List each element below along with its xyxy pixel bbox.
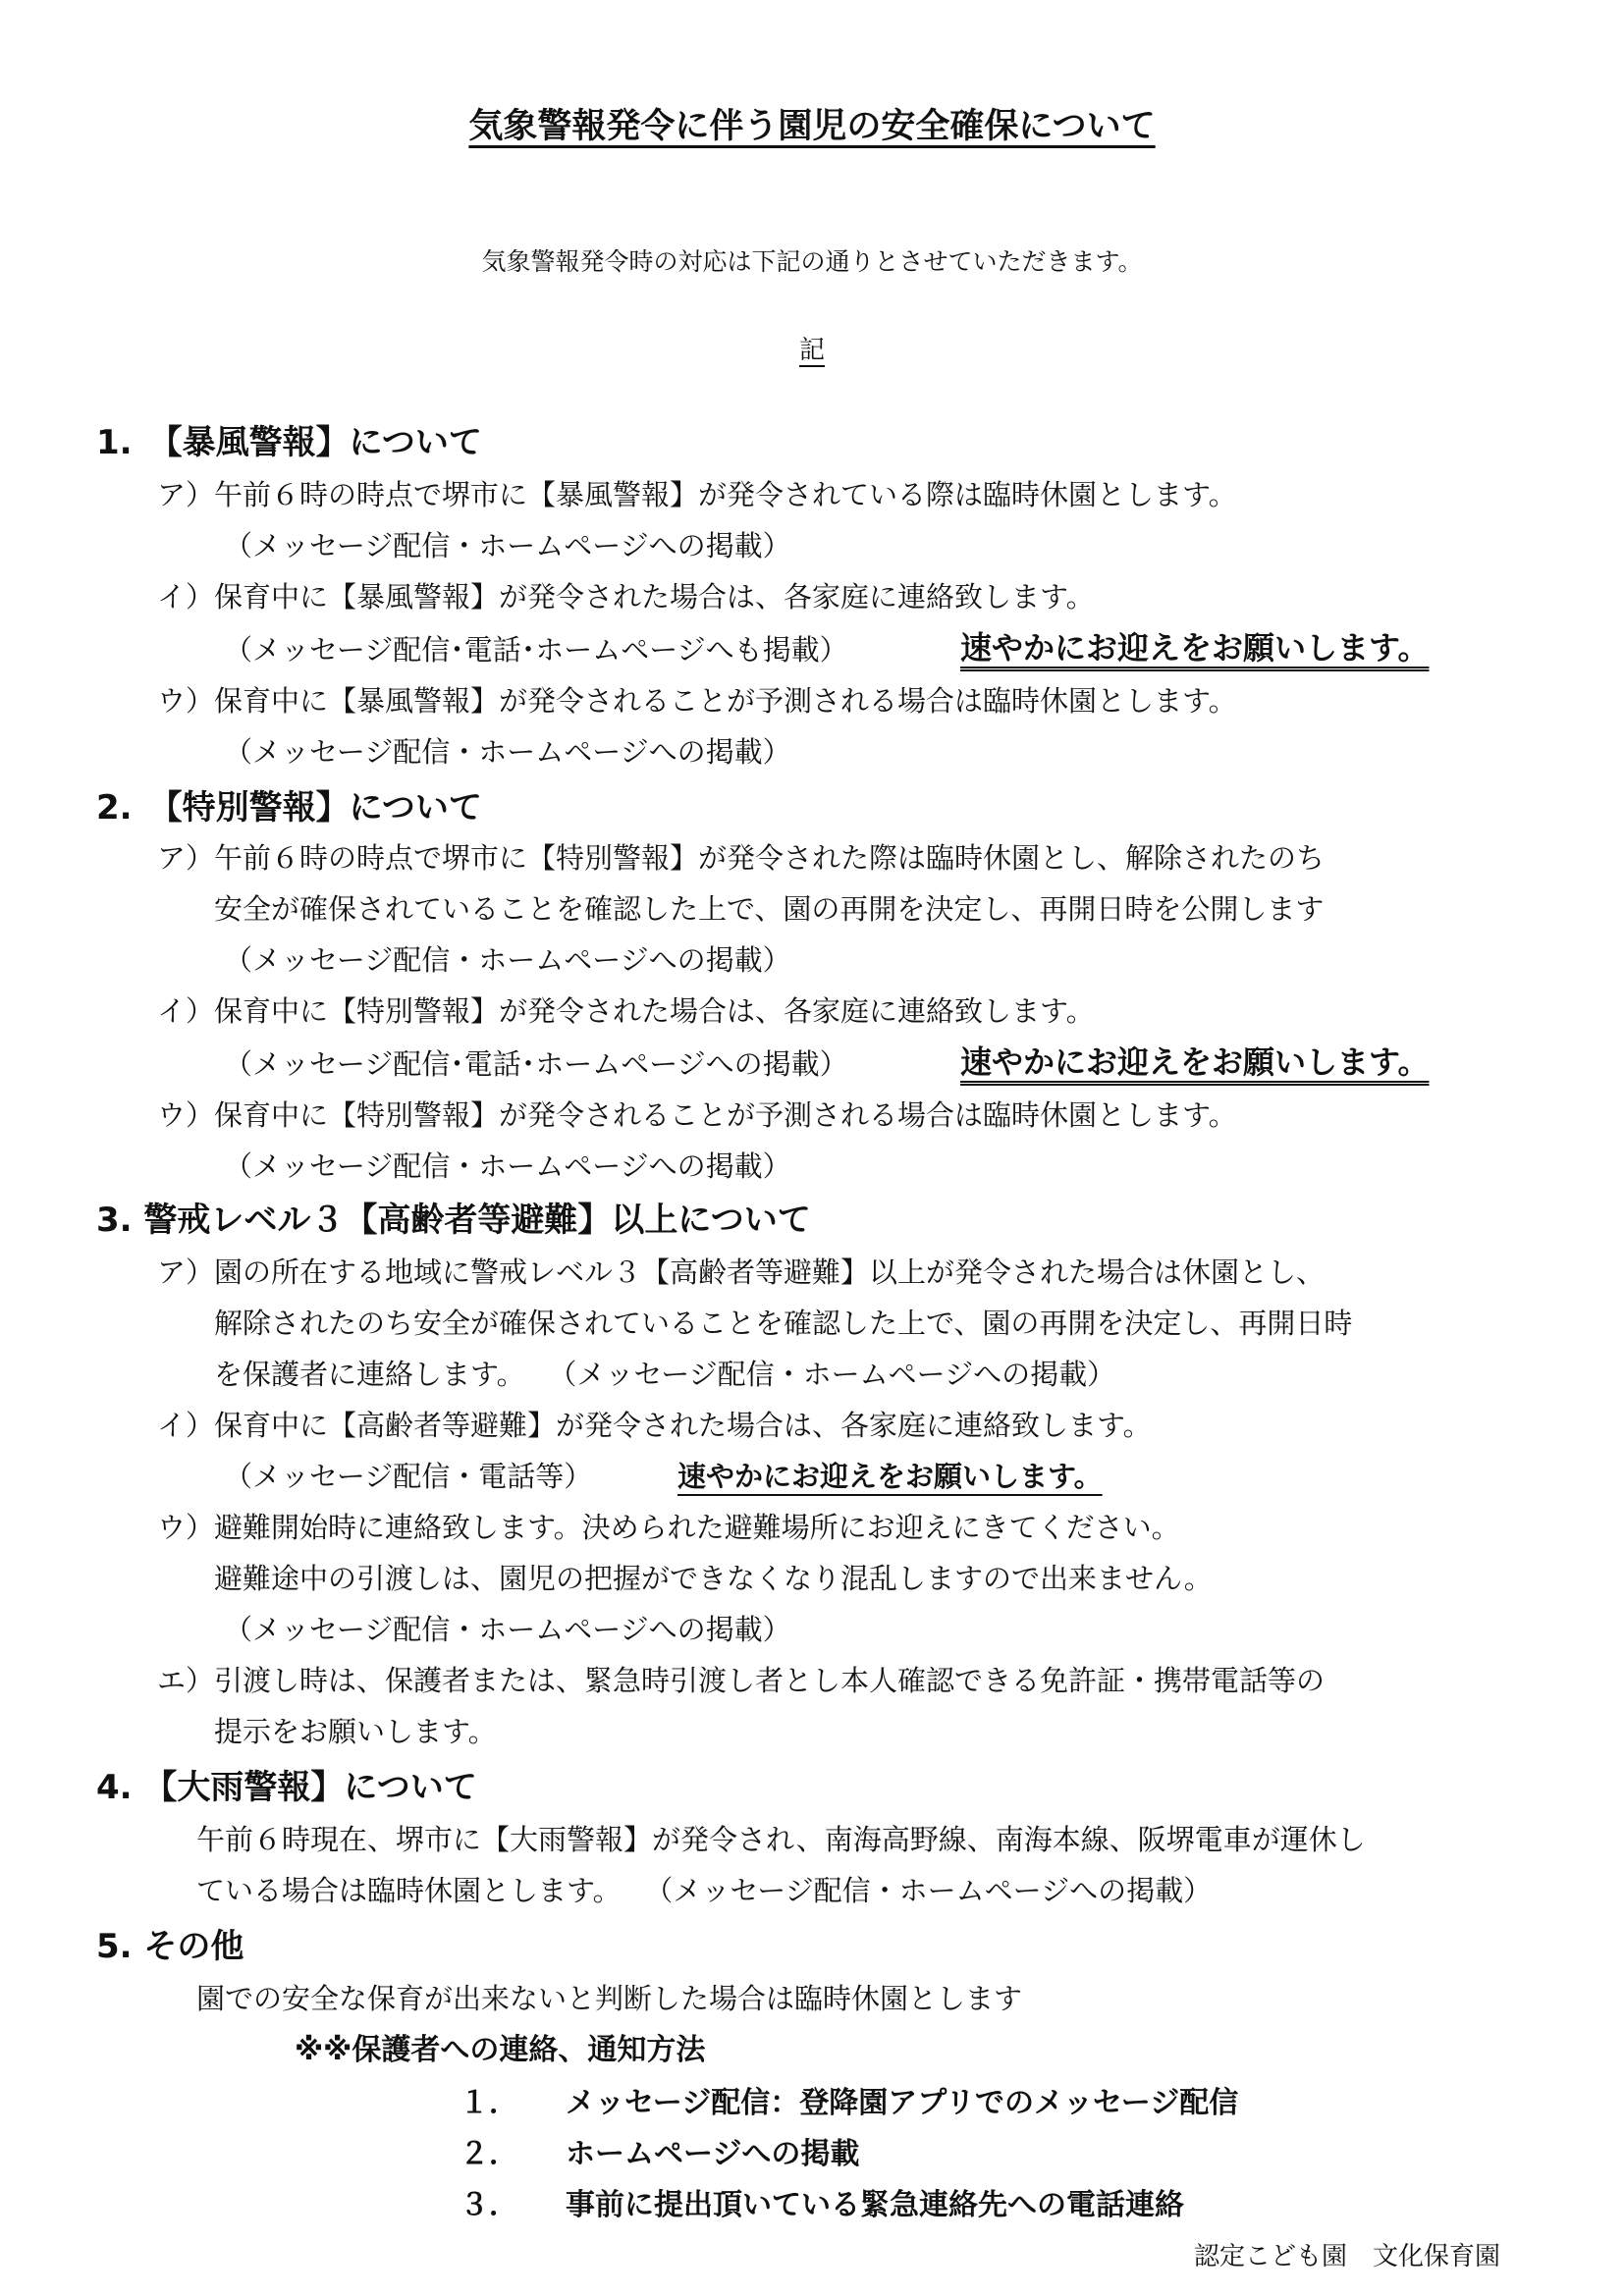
section-3-line-a: ア）園の所在する地域に警戒レベル３【高齢者等避難】以上が発令された場合は休園とし、 bbox=[157, 1255, 1326, 1289]
intro-text: 気象警報発令時の対応は下記の通りとさせていただきます。 bbox=[481, 247, 1143, 276]
section-2-heading: 2. 【特別警報】について bbox=[96, 788, 482, 828]
section-2-line-b-note: （メッセージ配信･電話･ホームページへの掲載） bbox=[224, 1047, 848, 1081]
notice-method-2 bbox=[460, 2137, 860, 2171]
section-2-line-b: イ）保育中に【特別警報】が発令された場合は、各家庭に連絡致します。 bbox=[157, 994, 1095, 1028]
section-4-heading: 4. 【大雨警報】について bbox=[96, 1768, 477, 1807]
notice-method-3 bbox=[460, 2188, 1184, 2222]
section-2-line-a: ア）午前６時の時点で堺市に【特別警報】が発令された際は臨時休園とし、解除されたのち bbox=[157, 841, 1326, 875]
notice-method-1 bbox=[460, 2086, 1239, 2120]
notice-method-number: １． bbox=[460, 2086, 518, 2120]
document-title: 気象警報発令に伴う園児の安全確保について bbox=[468, 107, 1156, 146]
section-1-line-b: イ）保育中に【暴風警報】が発令された場合は、各家庭に連絡致します。 bbox=[157, 580, 1095, 614]
notice-method-text: 事前に提出頂いている緊急連絡先への電話連絡 bbox=[566, 2188, 1184, 2222]
section-2-line-c: ウ）保育中に【特別警報】が発令されることが予測される場合は臨時休園とします。 bbox=[157, 1098, 1237, 1132]
section-3-heading: 3. 警戒レベル３【高齢者等避難】以上について bbox=[96, 1201, 811, 1240]
section-1-line-a-note: （メッセージ配信・ホームページへの掲載） bbox=[224, 529, 791, 562]
section-3-line-d-cont: 提示をお願いします。 bbox=[214, 1715, 497, 1748]
section-1-line-c: ウ）保育中に【暴風警報】が発令されることが予測される場合は臨時休園とします。 bbox=[157, 684, 1237, 718]
ki-mark: 記 bbox=[798, 336, 825, 365]
section-3-line-c-cont: 避難途中の引渡しは、園児の把握ができなくなり混乱しますので出来ません。 bbox=[214, 1562, 1213, 1595]
section-1-line-a: ア）午前６時の時点で堺市に【暴風警報】が発令されている際は臨時休園とします。 bbox=[157, 478, 1237, 511]
section-1-line-c-note: （メッセージ配信・ホームページへの掲載） bbox=[224, 735, 791, 769]
notice-method-text: メッセージ配信：登降園アプリでのメッセージ配信 bbox=[566, 2086, 1239, 2120]
section-5-heading: 5. その他 bbox=[96, 1927, 244, 1966]
section-2-line-c-note: （メッセージ配信・ホームページへの掲載） bbox=[224, 1149, 791, 1183]
section-3-line-d: エ）引渡し時は、保護者または、緊急時引渡し者とし本人確認できる免許証・携帯電話等の bbox=[157, 1664, 1326, 1697]
section-5-line-1: 園での安全な保育が出来ないと判断した場合は臨時休園とします bbox=[196, 1982, 1023, 2015]
section-3-line-b: イ）保育中に【高齢者等避難】が発令された場合は、各家庭に連絡致します。 bbox=[157, 1409, 1152, 1442]
section-1-heading: 1. 【暴風警報】について bbox=[96, 423, 482, 462]
notice-method-number: ２． bbox=[460, 2137, 518, 2171]
section-3-line-c-note: （メッセージ配信・ホームページへの掲載） bbox=[224, 1613, 791, 1646]
section-2-line-a-cont: 安全が確保されていることを確認した上で、園の再開を決定し、再開日時を公開します bbox=[214, 892, 1325, 926]
section-3-line-a-cont-2: を保護者に連絡します。 （メッセージ配信・ホームページへの掲載） bbox=[214, 1358, 1116, 1391]
section-1-line-b-note: （メッセージ配信･電話･ホームページへも掲載） bbox=[224, 633, 848, 667]
notice-title: ※※保護者への連絡、通知方法 bbox=[295, 2033, 706, 2067]
section-3-line-a-cont-1: 解除されたのち安全が確保されていることを確認した上で、園の再開を決定し、再開日時 bbox=[214, 1307, 1353, 1340]
section-1-emphasis: 速やかにお迎えをお願いします。 bbox=[960, 629, 1430, 667]
section-3-line-b-note: （メッセージ配信・電話等） bbox=[224, 1460, 593, 1493]
section-4-line-2: ている場合は臨時休園とします。 （メッセージ配信・ホームページへの掲載） bbox=[196, 1874, 1213, 1907]
notice-method-number: ３． bbox=[460, 2188, 518, 2222]
section-3-line-c: ウ）避難開始時に連絡致します。決められた避難場所にお迎えにきてください。 bbox=[157, 1511, 1180, 1544]
section-3-emphasis: 速やかにお迎えをお願いします。 bbox=[677, 1460, 1103, 1493]
footer-organization: 認定こども園 文化保育園 bbox=[1194, 2242, 1501, 2271]
section-4-line-1: 午前６時現在、堺市に【大雨警報】が発令され、南海高野線、南海本線、阪堺電車が運休し bbox=[196, 1823, 1366, 1856]
section-2-emphasis: 速やかにお迎えをお願いします。 bbox=[960, 1043, 1430, 1081]
notice-method-text: ホームページへの掲載 bbox=[566, 2137, 860, 2171]
section-2-line-a-note: （メッセージ配信・ホームページへの掲載） bbox=[224, 943, 791, 977]
